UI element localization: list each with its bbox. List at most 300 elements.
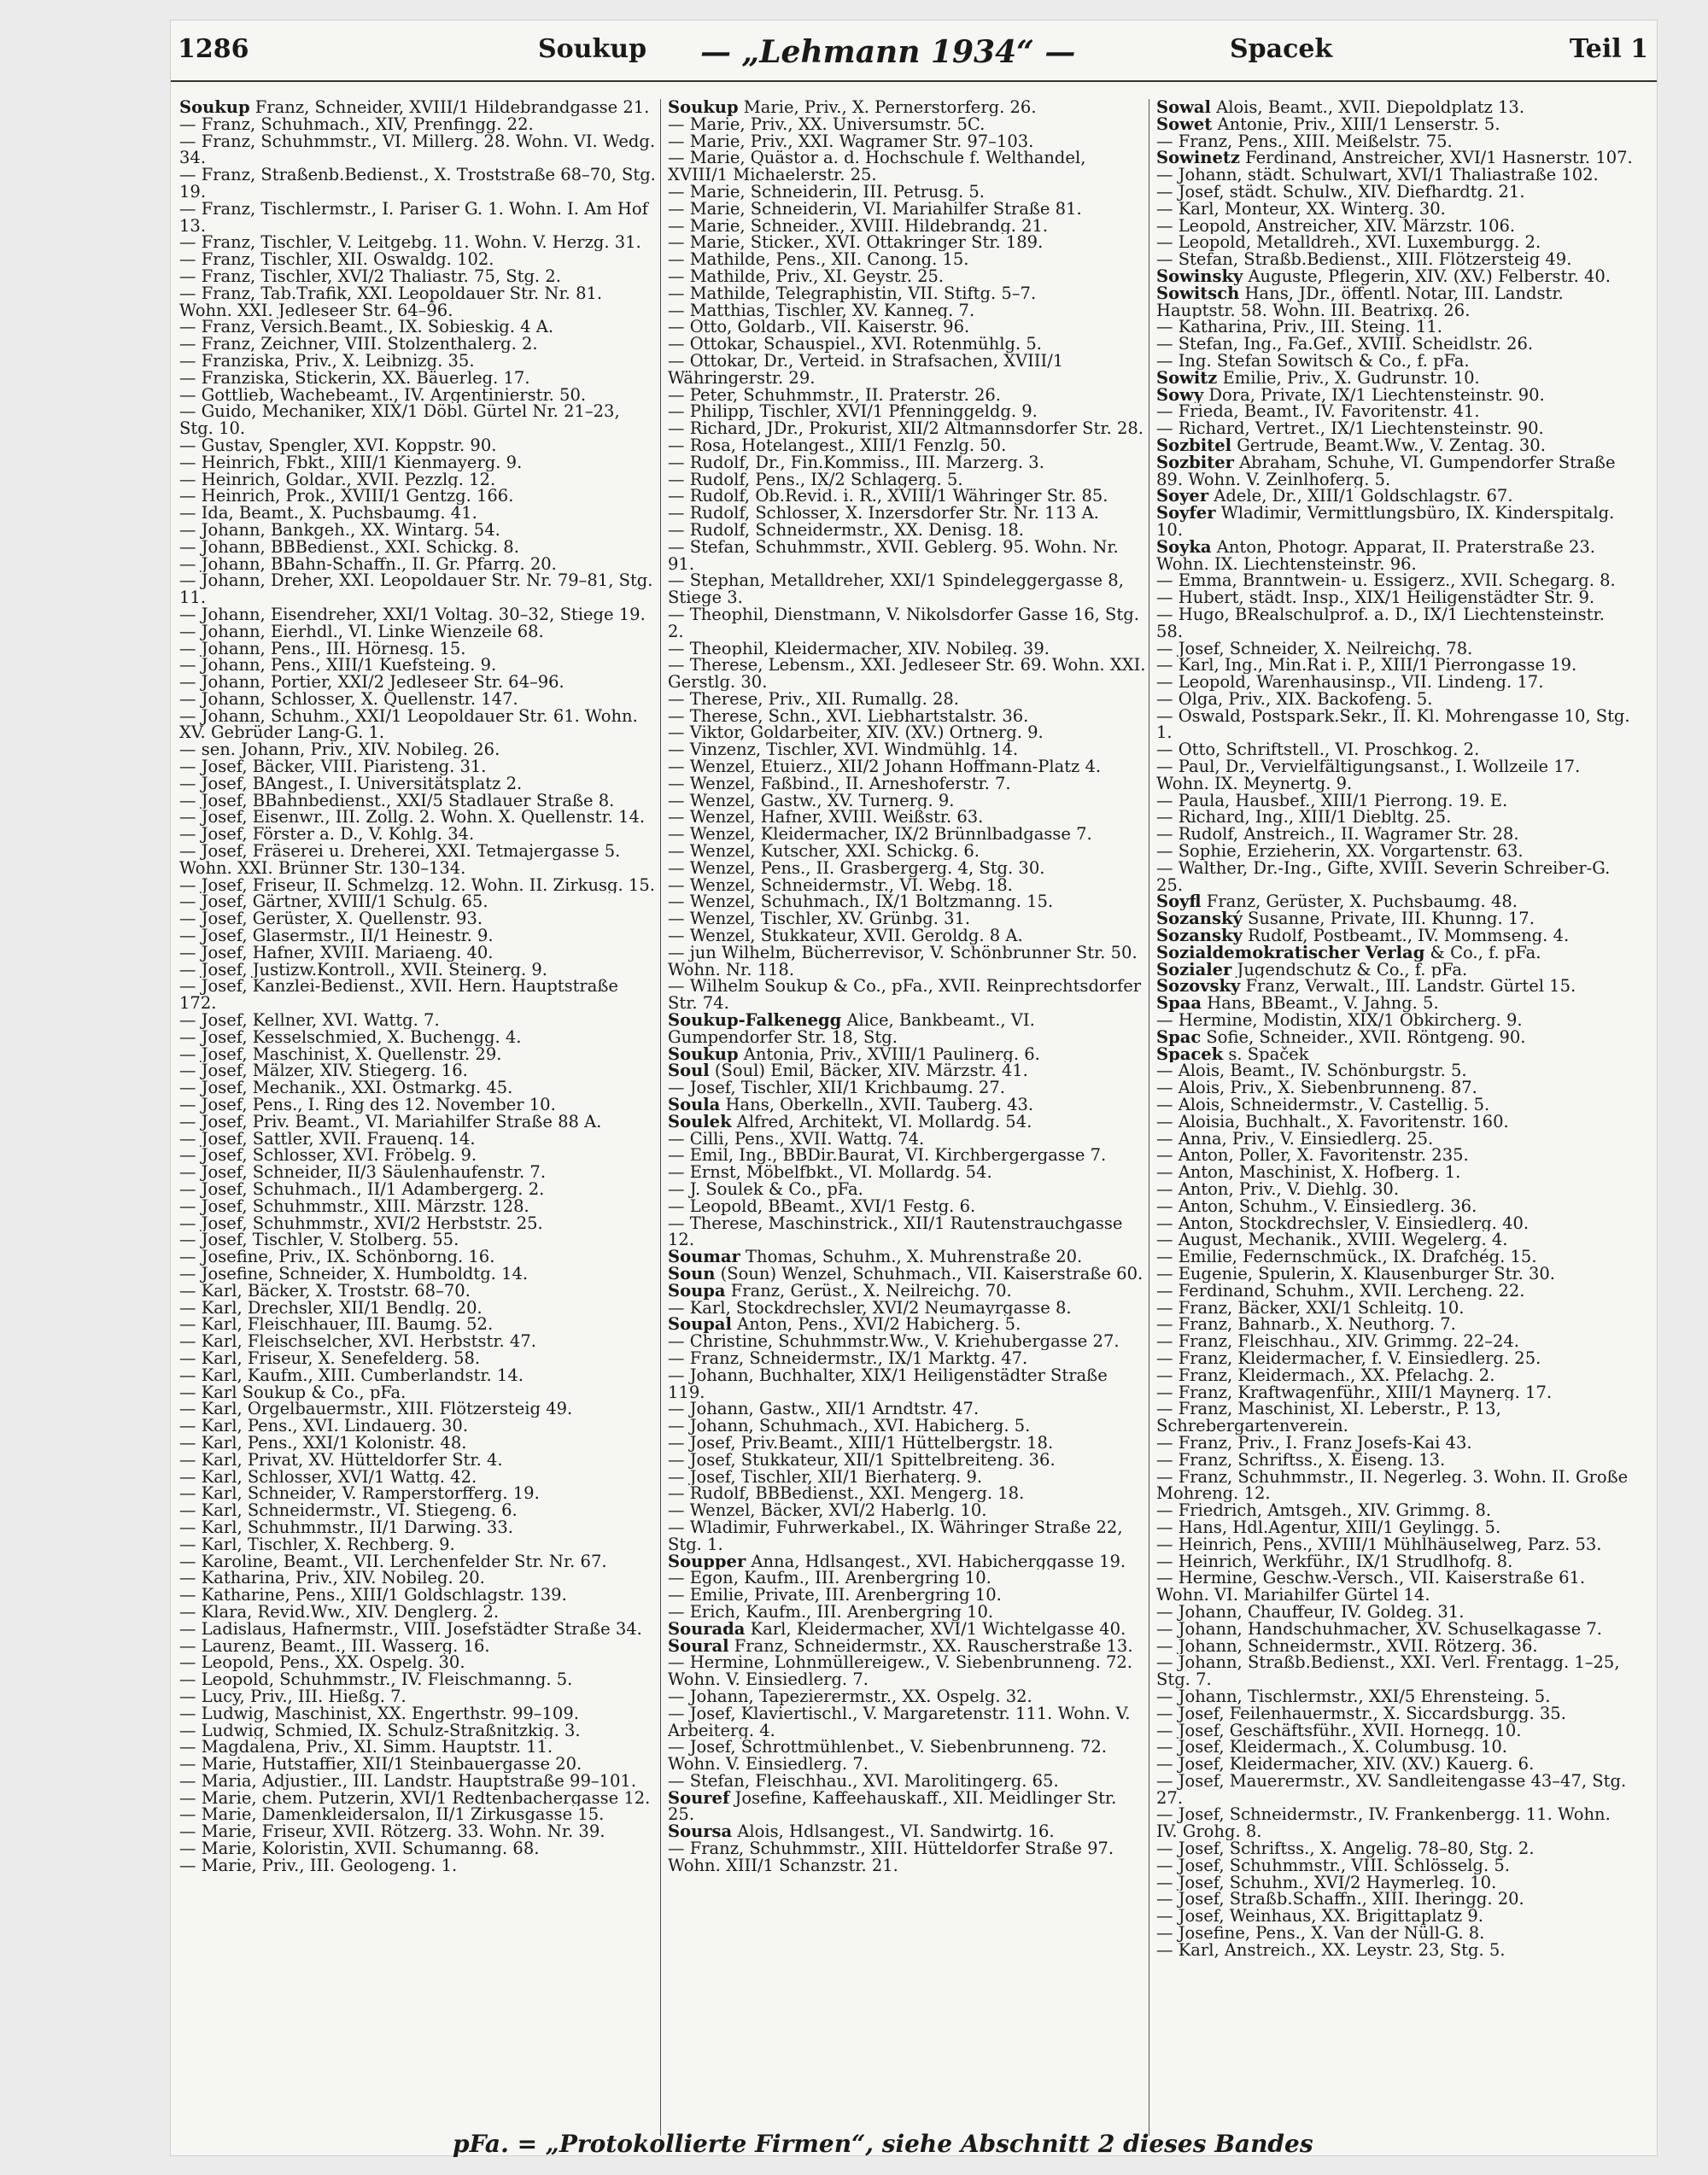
entry-text: — Leopold, Pens., XX. Ospelg. 30. <box>179 1654 465 1672</box>
entry-text: — Franz, Schuhmmstr., VI. Millerg. 28. Wohn. VI. Wedg. 34. <box>179 132 656 167</box>
entry-text: — Anton, Maschinist, X. Hofberg. 1. <box>1156 1164 1461 1181</box>
directory-entry <box>179 1553 658 1570</box>
entry-text: — Johann, Tapezierermstr., XX. Ospelg. 32. <box>668 1687 1032 1705</box>
directory-entry <box>668 944 1146 979</box>
entry-text: Antonia, Priv., XVIII/1 Paulinerg. 6. <box>738 1045 1040 1063</box>
entry-text: Abraham, Schuhe, VI. Gumpendorfer Straße 89. Wohn. V. Zeinlhoferg. 5. <box>1156 453 1616 488</box>
directory-entry <box>1156 944 1635 962</box>
directory-entry <box>179 167 658 201</box>
directory-entry <box>1156 116 1635 133</box>
directory-entry <box>1156 826 1635 843</box>
entry-text: — Paula, Hausbef., XIII/1 Pierrong. 19. E. <box>1156 792 1508 810</box>
directory-entry <box>1156 1722 1635 1739</box>
directory-entry <box>179 674 658 691</box>
directory-entry <box>1156 1773 1635 1807</box>
directory-entry <box>1156 1215 1635 1232</box>
entry-text: — Johann, Straßb.Bedienst., XXI. Verl. Frentagg. 1–25, Stg. 7. <box>1156 1654 1620 1688</box>
entry-text: — Vinzenz, Tischler, XVI. Windmühlg. 14. <box>668 741 1019 759</box>
entry-text: — Johann, Eierhdl., VI. Linke Wienzeile 68. <box>179 623 544 640</box>
entry-text: — Johann, Schuhm., XXI/1 Leopoldauer Str. 61. Wohn. XV. Gebrüder Lang-G. 1. <box>179 707 638 742</box>
directory-entry <box>668 1688 1146 1705</box>
directory-entry <box>179 1485 658 1502</box>
entry-text: — Johann, Portier, XXI/2 Jedleseer Str. 64–96. <box>179 674 564 691</box>
entry-text: — Josef, Tischler, V. Stolberg. 55. <box>179 1231 459 1249</box>
entry-text: — Philipp, Tischler, XVI/1 Pfenninggeldg. 9. <box>668 403 1038 421</box>
directory-entry <box>668 420 1146 437</box>
entry-text: — Josef, Kleidermach., X. Columbusg. 10. <box>1156 1739 1508 1757</box>
entry-text: Auguste, Pflegerin, XIV. (XV.) Felberstr. 40. <box>1243 267 1611 285</box>
directory-entry <box>1156 1553 1635 1570</box>
directory-entry <box>668 1181 1146 1198</box>
directory-entry <box>1156 962 1635 979</box>
entry-text: — Stephan, Metalldreher, XXI/1 Spindeleggergasse 8, Stiege 3. <box>668 572 1124 606</box>
directory-entry <box>668 1198 1146 1215</box>
directory-entry <box>179 1671 658 1688</box>
entry-text: — Wenzel, Kleidermacher, IX/2 Brünnlbadgasse 7. <box>668 826 1092 844</box>
entry-text: Hans, BBeamt., V. Jahng. 5. <box>1202 995 1439 1013</box>
directory-entry <box>668 319 1146 336</box>
directory-entry <box>179 201 658 235</box>
directory-entry <box>179 471 658 488</box>
entry-surname: Soupper <box>668 1552 746 1570</box>
directory-entry <box>668 1418 1146 1435</box>
directory-entry <box>1156 1400 1635 1435</box>
entry-text: — Franz, Fleischhau., XIV. Grimmg. 22–24. <box>1156 1333 1520 1350</box>
entry-text: — Marie, Priv., XX. Universumstr. 5C. <box>668 115 986 133</box>
entry-text: — Marie, chem. Putzerin, XVI/1 Redtenbachergasse 12. <box>179 1789 651 1807</box>
directory-entry <box>179 1604 658 1621</box>
entry-surname: Sozansky <box>1156 927 1243 944</box>
entry-surname: Soul <box>668 1062 710 1080</box>
directory-entry <box>179 1840 658 1857</box>
entry-text: — Stefan, Straßb.Bedienst., XIII. Flötzersteig 49. <box>1156 251 1572 268</box>
entry-text: — Josef, Schuhmmstr., XVI/2 Herbststr. 25. <box>179 1214 543 1232</box>
directory-entry <box>179 1266 658 1283</box>
entry-text: — Ferdinand, Schuhm., XVII. Lercheng. 22. <box>1156 1282 1525 1300</box>
header-right-keyword: Spacek <box>1230 34 1333 64</box>
directory-entry <box>668 708 1146 725</box>
entry-text: — Johann, Buchhalter, XIX/1 Heiligenstädter Straße 119. <box>668 1366 1108 1401</box>
entry-text: — Oswald, Postspark.Sekr., II. Kl. Mohrengasse 10, Stg. 1. <box>1156 707 1630 742</box>
directory-entry <box>1156 1367 1635 1384</box>
entry-text: — Karl, Friseur, X. Senefelderg. 58. <box>179 1349 481 1367</box>
directory-entry <box>1156 420 1635 437</box>
directory-entry <box>179 539 658 556</box>
entry-text: — Ing. Stefan Sowitsch & Co., f. pFa. <box>1156 352 1470 370</box>
entry-surname: Sowitsch <box>1156 284 1240 303</box>
directory-entry <box>1156 1739 1635 1756</box>
entry-text: — Therese, Priv., XII. Rumallg. 28. <box>668 690 959 708</box>
entry-surname: Spacek <box>1156 1045 1224 1063</box>
entry-text: Hans, Oberkelln., XVII. Tauberg. 43. <box>720 1096 1034 1114</box>
directory-entry <box>179 1536 658 1553</box>
directory-entry <box>179 251 658 268</box>
entry-text: — Stefan, Fleischhau., XVI. Marolitingerg. 65. <box>668 1772 1059 1790</box>
entry-text: — Theophil, Dienstmann, V. Nikolsdorfer Gasse 16, Stg. 2. <box>668 605 1139 640</box>
directory-entry <box>1156 403 1635 420</box>
directory-entry <box>179 1350 658 1367</box>
directory-entry <box>668 1350 1146 1367</box>
directory-entry <box>179 1519 658 1536</box>
entry-text: — Hermine, Lohnmüllereigew., V. Siebenbrunneng. 72. Wohn. V. Einsiedlerg. 7. <box>668 1654 1133 1688</box>
directory-entry <box>179 978 658 1012</box>
entry-text: — Hugo, BRealschulprof. a. D., IX/1 Liechtensteinstr. 58. <box>1156 605 1605 640</box>
directory-entry <box>179 454 658 471</box>
directory-entry <box>1156 1570 1635 1604</box>
directory-entry <box>1156 488 1635 505</box>
entry-text: Sofie, Schneider., XVII. Röntgeng. 90. <box>1201 1028 1526 1046</box>
directory-entry <box>668 1519 1146 1553</box>
entry-text: — Wenzel, Gastw., XV. Turnerg. 9. <box>668 792 955 810</box>
directory-entry <box>668 1164 1146 1181</box>
directory-entry <box>1156 995 1635 1012</box>
directory-entry <box>179 1062 658 1079</box>
directory-entry <box>1156 1266 1635 1283</box>
directory-entry <box>179 1418 658 1435</box>
directory-entry <box>668 843 1146 860</box>
entry-surname: Spaa <box>1156 995 1202 1013</box>
directory-entry <box>668 792 1146 810</box>
entry-text: — Franziska, Priv., X. Leibnizg. 35. <box>179 352 475 370</box>
entry-text: — Karl, Anstreich., XX. Leystr. 23, Stg. 5. <box>1156 1941 1506 1959</box>
entry-text: — Franz, Kleidermacher, f. V. Einsiedlerg. 25. <box>1156 1349 1541 1367</box>
directory-entry <box>668 1739 1146 1773</box>
directory-entry <box>179 708 658 742</box>
entry-text: — Alois, Priv., X. Siebenbrunneng. 87. <box>1156 1079 1477 1097</box>
directory-entry <box>179 370 658 387</box>
directory-entry <box>668 1452 1146 1469</box>
entry-text: — Josef, Schneidermstr., IV. Frankenbergg. 11. Wohn. IV. Grohg. 8. <box>1156 1806 1611 1841</box>
entry-surname: Sozbiter <box>1156 453 1234 472</box>
directory-entry <box>668 860 1146 877</box>
directory-entry <box>179 1248 658 1266</box>
entry-text: Franz, Schneidermstr., XX. Rauscherstraße 13. <box>728 1637 1133 1655</box>
entry-text: — Franz, Straßenb.Bedienst., X. Troststraße 68–70, Stg. 19. <box>179 167 656 201</box>
entry-text: — Marie, Quästor a. d. Hochschule f. Welthandel, XVIII/1 Michaelerstr. 25. <box>668 149 1086 184</box>
directory-entry <box>1156 893 1635 910</box>
directory-entry <box>668 691 1146 708</box>
entry-surname: Soyfl <box>1156 893 1202 911</box>
directory-entry <box>668 1215 1146 1249</box>
entry-text: — Josef, Schuhmmstr., VIII. Schlösselg. 5. <box>1156 1856 1510 1874</box>
directory-entry <box>179 1164 658 1181</box>
entry-text: — Josef, Kanzlei-Bedienst., XVII. Hern. Hauptstraße 172. <box>179 978 618 1013</box>
entry-text: — Marie, Priv., III. Geologeng. 1. <box>179 1856 458 1874</box>
page-header <box>171 26 1657 77</box>
directory-entry <box>668 1333 1146 1350</box>
directory-entry <box>179 843 658 877</box>
directory-entry <box>668 1773 1146 1790</box>
directory-entry <box>668 1147 1146 1164</box>
directory-entry <box>179 1300 658 1317</box>
directory-entry <box>179 336 658 353</box>
entry-text: — Therese, Maschinstrick., XII/1 Rautenstrauchgasse 12. <box>668 1214 1123 1249</box>
directory-entry <box>1156 234 1635 251</box>
entry-text: — Karl, Drechsler, XII/1 Bendlg. 20. <box>179 1299 483 1317</box>
entry-surname: Sowinetz <box>1156 149 1240 167</box>
entry-text: — J. Soulek & Co., pFa. <box>668 1181 863 1198</box>
entry-text: — Walther, Dr.-Ing., Gifte, XVIII. Severin Schreiber-G. 25. <box>1156 859 1611 894</box>
entry-text: — Anton, Poller, X. Favoritenstr. 235. <box>1156 1147 1469 1165</box>
directory-entry <box>179 792 658 810</box>
entry-text: — Hermine, Geschw.-Versch., VII. Kaiserstraße 61. Wohn. VI. Mariahilfer Gürtel 14. <box>1156 1570 1586 1604</box>
directory-entry <box>1156 978 1635 995</box>
directory-entry <box>668 640 1146 658</box>
directory-entry <box>1156 1452 1635 1469</box>
entry-text: — Paul, Dr., Vervielfältigungsanst., I. Wollzeile 17. Wohn. IX. Meynertg. 9. <box>1156 758 1581 792</box>
page-number: 1286 <box>178 34 249 64</box>
entry-text: — Josefine, Pens., X. Van der Nüll-G. 8. <box>1156 1925 1485 1942</box>
entry-text: — Franz, Bahnarb., X. Neuthorg. 7. <box>1156 1316 1456 1334</box>
entry-surname: Soukup <box>668 1045 739 1063</box>
entry-text: — Josef, Mauerermstr., XV. Sandleitengasse 43–47, Stg. 27. <box>1156 1772 1627 1807</box>
directory-entry <box>668 1062 1146 1079</box>
directory-entry <box>179 640 658 658</box>
entry-text: — Karl, Tischler, X. Rechberg. 9. <box>179 1535 455 1553</box>
entry-text: — Josef, Weinhaus, XX. Brigittaplatz 9. <box>1156 1908 1483 1926</box>
entry-text: Ferdinand, Anstreicher, XVI/1 Hasnerstr. 107. <box>1239 149 1633 167</box>
entry-text: — Josefine, Schneider, X. Humboldtg. 14. <box>179 1265 529 1283</box>
directory-entry <box>668 910 1146 927</box>
entry-surname: Sowy <box>1156 386 1204 404</box>
entry-surname: Soupal <box>668 1316 732 1334</box>
directory-entry <box>1156 319 1635 336</box>
directory-entry <box>179 116 658 133</box>
directory-entry <box>668 251 1146 268</box>
entry-text: — Wladimir, Fuhrwerkabel., IX. Währinger Straße 22, Stg. 1. <box>668 1518 1123 1553</box>
directory-entry <box>1156 1435 1635 1452</box>
directory-entry <box>1156 572 1635 589</box>
directory-entry <box>179 1198 658 1215</box>
entry-text: — Ottokar, Dr., Verteid. in Strafsachen, XVIII/1 Währingerstr. 29. <box>668 352 1064 387</box>
entry-text: — Alois, Schneidermstr., V. Castellig. 5. <box>1156 1096 1490 1114</box>
entry-text: — Josef, Schneider, II/3 Säulenhaufenstr. 7. <box>179 1164 547 1181</box>
entry-text: & Co., f. pFa. <box>1424 944 1541 962</box>
directory-entry <box>668 1553 1146 1570</box>
entry-surname: Soupa <box>668 1282 726 1300</box>
directory-entry <box>1156 1164 1635 1181</box>
entry-text: — Johann, Handschuhmacher, XV. Schuselkagasse 7. <box>1156 1620 1602 1638</box>
entry-text: — Guido, Mechaniker, XIX/1 Döbl. Gürtel Nr. 21–23, Stg. 10. <box>179 403 620 437</box>
entry-text: — Leopold, Schuhmmstr., IV. Fleischmanng. 5. <box>179 1671 573 1688</box>
directory-entry <box>179 758 658 775</box>
directory-entry <box>668 133 1146 150</box>
directory-entry <box>179 1688 658 1705</box>
entry-text: — Marie, Friseur, XVII. Rötzerg. 33. Wohn. Nr. 39. <box>179 1823 605 1841</box>
entry-text: — Franz, Schuhmmstr., XIII. Hütteldorfer Straße 97. Wohn. XIII/1 Schanzstr. 21. <box>668 1840 1114 1874</box>
entry-text: — Josef, Schuhmmstr., XIII. Märzstr. 128. <box>179 1197 529 1215</box>
directory-entry <box>668 809 1146 826</box>
entry-text: — Josef, Mechanik., XXI. Ostmarkg. 45. <box>179 1079 513 1097</box>
directory-entry <box>1156 370 1635 387</box>
entry-text: — Rudolf, Dr., Fin.Kommiss., III. Marzerg. 3. <box>668 453 1044 471</box>
column-2 <box>668 99 1146 1874</box>
entry-surname: Sozialer <box>1156 961 1232 979</box>
directory-entry <box>668 403 1146 420</box>
entry-text: — Ottokar, Schauspiel., XVI. Rotenmühlg. 5. <box>668 336 1042 353</box>
entry-surname: Souref <box>668 1789 730 1808</box>
directory-entry <box>179 1096 658 1114</box>
directory-entry <box>668 488 1146 505</box>
entry-text: — sen. Johann, Priv., XIV. Nobileg. 26. <box>179 741 500 759</box>
entry-text: — Gustav, Spengler, XVI. Koppstr. 90. <box>179 436 497 454</box>
directory-entry <box>1156 1638 1635 1655</box>
directory-entry <box>1156 691 1635 708</box>
directory-entry <box>1156 1688 1635 1705</box>
directory-entry <box>1156 1705 1635 1722</box>
directory-entry <box>179 572 658 606</box>
entry-text: — Sophie, Erzieherin, XX. Vorgartenstr. 63. <box>1156 843 1524 860</box>
directory-entry <box>668 1621 1146 1638</box>
header-rule <box>171 80 1657 82</box>
entry-text: — Franz, Zeichner, VIII. Stolzenthalerg. 2. <box>179 336 538 353</box>
directory-entry <box>1156 1874 1635 1891</box>
directory-entry <box>179 1114 658 1131</box>
entry-text: — Josef, Fräserei u. Dreherei, XXI. Tetmajergasse 5. Wohn. XXI. Brünner Str. 130–134. <box>179 843 621 877</box>
directory-entry <box>179 133 658 167</box>
entry-text: — Franziska, Stickerin, XX. Bäuerleg. 17. <box>179 369 530 387</box>
entry-text: — Therese, Lebensm., XXI. Jedleseer Str. 69. Wohn. XXI. Gerstlg. 30. <box>668 657 1146 691</box>
entry-text: — Mathilde, Priv., XI. Geystr. 25. <box>668 267 945 285</box>
entry-text: — Franz, Maschinist, XI. Leberstr., P. 13, Schrebergartenverein. <box>1156 1400 1501 1435</box>
entry-text: — Franz, Kraftwagenführ., XIII/1 Maynerg. 17. <box>1156 1383 1553 1401</box>
entry-text: Emilie, Priv., X. Gudrunstr. 10. <box>1217 369 1480 387</box>
directory-entry <box>179 1316 658 1333</box>
directory-entry <box>179 319 658 336</box>
entry-text: — Josef, Pens., I. Ring des 12. November 10. <box>179 1096 556 1114</box>
directory-entry <box>179 657 658 674</box>
entry-text: Hans, JDr., öffentl. Notar, III. Landstr. Hauptstr. 58. Wohn. III. Beatrixg. 26. <box>1156 284 1564 319</box>
directory-entry <box>668 1638 1146 1655</box>
entry-text: — Franz, Bäcker, XXI/1 Schleitg. 10. <box>1156 1299 1465 1317</box>
directory-entry <box>668 741 1146 758</box>
entry-surname: Sowitz <box>1156 369 1218 387</box>
entry-text: — Katharina, Priv., III. Steing. 11. <box>1156 319 1442 336</box>
entry-surname: Soukup <box>179 99 250 116</box>
directory-entry <box>1156 184 1635 201</box>
entry-text: — Wenzel, Schuhmach., IX/1 Boltzmanng. 15. <box>668 893 1054 911</box>
directory-entry <box>1156 1840 1635 1857</box>
entry-text: — Josef, Schrottmühlenbet., V. Siebenbrunneng. 72. Wohn. V. Einsiedlerg. 7. <box>668 1739 1107 1773</box>
directory-entry <box>179 1722 658 1739</box>
entry-text: — Heinrich, Goldar., XVII. Pezzlg. 12. <box>179 471 496 488</box>
entry-text: — Wenzel, Pens., II. Grasbergerg. 4, Stg. 30. <box>668 859 1045 877</box>
header-title: — „Lehmann 1934“ — <box>700 34 1076 70</box>
entry-text: — Karl, Pens., XXI/1 Kolonistr. 48. <box>179 1434 467 1452</box>
entry-text: — Karl, Pens., XVI. Lindauerg. 30. <box>179 1418 469 1435</box>
entry-text: — Marie, Damenkleidersalon, II/1 Zirkusgasse 15. <box>179 1806 605 1824</box>
entry-text: — Josef, Schuhm., XVI/2 Haymerleg. 10. <box>1156 1874 1497 1891</box>
directory-entry <box>1156 1925 1635 1942</box>
directory-entry <box>179 1638 658 1655</box>
entry-surname: Sozbitel <box>1156 436 1232 454</box>
directory-entry <box>179 1435 658 1452</box>
entry-text: — jun Wilhelm, Bücherrevisor, V. Schönbrunner Str. 50. Wohn. Nr. 118. <box>668 944 1138 979</box>
entry-text: — Josef, Sattler, XVII. Frauenq. 14. <box>179 1130 476 1148</box>
entry-text: — Cilli, Pens., XVII. Wattg. 74. <box>668 1130 925 1148</box>
directory-entry <box>1156 589 1635 606</box>
directory-entry <box>179 1823 658 1840</box>
entry-text: — Karl, Monteur, XX. Winterg. 30. <box>1156 200 1446 218</box>
directory-entry <box>1156 1283 1635 1300</box>
directory-entry <box>668 893 1146 910</box>
directory-entry <box>179 234 658 251</box>
entry-text: — Leopold, BBeamt., XVI/1 Festg. 6. <box>668 1197 976 1215</box>
directory-entry <box>1156 1046 1635 1063</box>
entry-surname: Sowal <box>1156 99 1211 116</box>
directory-entry <box>668 1096 1146 1114</box>
directory-entry <box>1156 1384 1635 1401</box>
entry-text: — Hubert, städt. Insp., XIX/1 Heiligenstädter Str. 9. <box>1156 589 1595 606</box>
entry-text: — Josef, Justizw.Kontroll., XVII. Steinerg. 9. <box>179 961 547 979</box>
directory-entry <box>668 1570 1146 1587</box>
entry-surname: Soukup-Falkenegg <box>668 1012 842 1031</box>
entry-text: — Johann, Bankgeh., XX. Wintarg. 54. <box>179 521 500 539</box>
entry-text: — Karl, Privat, XV. Hütteldorfer Str. 4. <box>179 1451 503 1469</box>
entry-text: Gertrude, Beamt.Ww., V. Zentag. 30. <box>1231 436 1546 454</box>
directory-entry <box>1156 1062 1635 1079</box>
entry-text: — Josef, Geschäftsführ., XVII. Hornegg. 10. <box>1156 1722 1522 1739</box>
entry-text: — Heinrich, Prok., XVIII/1 Gentzg. 166. <box>179 488 514 506</box>
entry-surname: Sowinsky <box>1156 267 1243 285</box>
directory-entry <box>179 1705 658 1722</box>
directory-entry <box>1156 1604 1635 1621</box>
entry-text: — Ernst, Möbelfbkt., VI. Mollardg. 54. <box>668 1164 992 1181</box>
entry-text: — Josef, Bäcker, VIII. Piaristeng. 31. <box>179 758 487 775</box>
directory-entry <box>1156 1079 1635 1096</box>
directory-entry <box>179 99 658 116</box>
entry-text: — Ludwig, Maschinist, XX. Engerthstr. 99–109. <box>179 1704 579 1722</box>
directory-entry <box>179 1502 658 1519</box>
directory-entry <box>668 1435 1146 1452</box>
entry-text: — Hans, Hdl.Agentur, XIII/1 Geylingg. 5. <box>1156 1518 1501 1536</box>
directory-entry <box>179 1621 658 1638</box>
entry-text: — Heinrich, Werkführ., IX/1 Strudlhofg. 8. <box>1156 1552 1513 1570</box>
entry-text: Susanne, Private, III. Khunng. 17. <box>1242 910 1535 928</box>
entry-text: — Josefine, Priv., IX. Schönborng. 16. <box>179 1248 495 1266</box>
directory-entry <box>668 826 1146 843</box>
entry-text: — Josef, Förster a. D., V. Kohlg. 34. <box>179 826 475 844</box>
entry-text: — Rudolf, Schneidermstr., XX. Denisg. 18. <box>668 521 1024 539</box>
entry-text: — Franz, Priv., I. Franz Josefs-Kai 43. <box>1156 1434 1472 1452</box>
entry-text: — Josef, Hafner, XVIII. Mariaeng. 40. <box>179 944 494 962</box>
directory-entry <box>1156 1181 1635 1198</box>
entry-text: — Josef, BBahnbedienst., XXI/5 Stadlauer Straße 8. <box>179 792 615 810</box>
entry-text: — Olga, Priv., XIX. Backofeng. 5. <box>1156 690 1433 708</box>
entry-surname: Soursa <box>668 1823 733 1841</box>
entry-text: — August, Mechanik., XVIII. Wegelerg. 4. <box>1156 1231 1508 1249</box>
directory-entry <box>1156 1012 1635 1029</box>
directory-entry <box>668 1400 1146 1418</box>
entry-text: Franz, Verwalt., III. Landstr. Gürtel 15. <box>1240 978 1576 996</box>
entry-text: — Josef, Kellner, XVI. Wattg. 7. <box>179 1012 440 1029</box>
entry-text: — Richard, Vertret., IX/1 Liechtensteinstr. 90. <box>1156 420 1544 437</box>
entry-text: — Marie, Schneider., XVIII. Hildebrandg. 21. <box>668 217 1049 235</box>
entry-surname: Soyer <box>1156 488 1209 506</box>
directory-entry <box>668 1283 1146 1300</box>
entry-text: — Karl, Schneidermstr., VI. Stiegeng. 6. <box>179 1502 518 1519</box>
entry-text: — Karl Soukup & Co., pFa. <box>179 1383 407 1401</box>
directory-entry <box>179 1215 658 1232</box>
entry-surname: Soural <box>668 1637 729 1655</box>
entry-surname: Soula <box>668 1096 721 1114</box>
entry-text: — Johann, Schuhmach., XVI. Habicherg. 5. <box>668 1418 1031 1435</box>
directory-entry <box>1156 218 1635 235</box>
entry-text: — Josef, Schriftss., X. Angelig. 78–80, Stg. 2. <box>1156 1840 1535 1857</box>
directory-entry <box>668 1485 1146 1502</box>
entry-surname: Sozovsky <box>1156 978 1241 996</box>
directory-entry <box>179 826 658 843</box>
